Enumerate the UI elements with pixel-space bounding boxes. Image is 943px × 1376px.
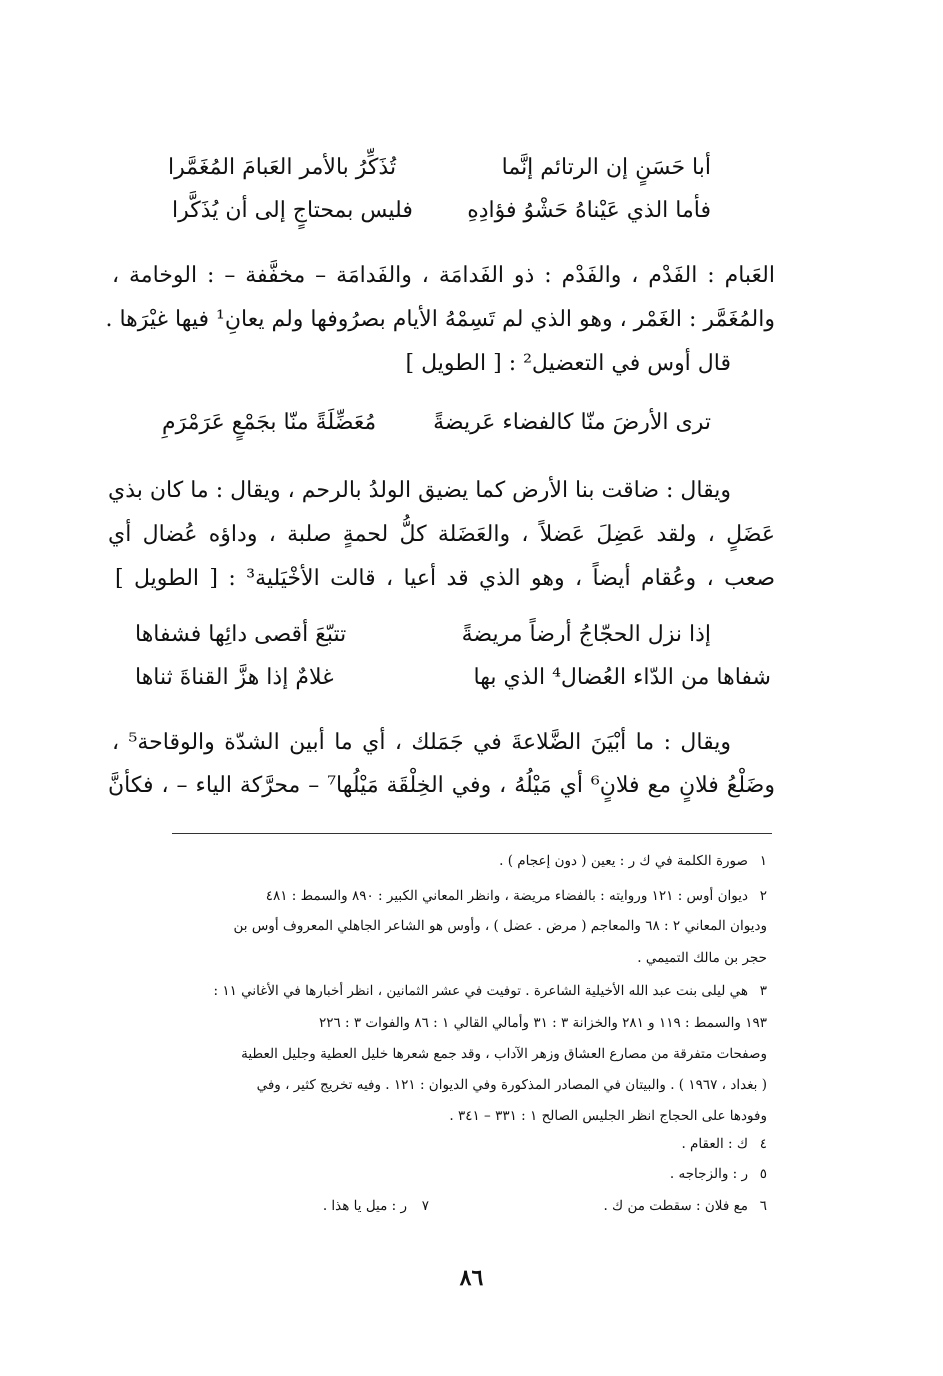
footnote-text: حجر بن مالك التميمي .	[637, 950, 767, 966]
verse-1-second-hemistich: تُذَكِّرُ بالأمر العَبامَ المُغَمَّرا	[168, 155, 397, 180]
footnote-text: مع فلان : سقطت من ك .	[603, 1198, 748, 1214]
footnote-number: ٣	[759, 983, 767, 999]
footnote-text: وصفحات متفرقة من مصارع العشاق وزهر الآداب ، وقد جمع شعرها خليل العطية وجليل العطية	[241, 1046, 767, 1062]
verse-3-first-hemistich: ترى الأرضَ منّا كالفضاء عَريضةً	[433, 410, 711, 435]
verse-3-second-hemistich: مُعَضِّلَةً منّا بجَمْعٍ عَرَمْرَمِ	[162, 410, 377, 435]
footnote-text: ديوان أوس : ١٢١ وروايته : بالفضاء مريضة ، وانظر المعاني الكبير : ٨٩٠ والسمط : ٤٨١	[265, 888, 748, 904]
verse-1-first-hemistich: أبا حَسَنٍ إن الرتائم إنَّما	[501, 155, 711, 180]
footnote-text: وفودها على الحجاج انظر الجليس الصالح ١ : ٣٣١ – ٣٤١ .	[449, 1108, 767, 1124]
page-number: ٨٦	[459, 1265, 484, 1291]
prose-line: والمُغَمَّر : الغَمْر ، وهو الذي لم تَسِمْهُ الأيام بصرُوفها ولم يعانِ¹ فيها غيْرَها .	[105, 307, 775, 332]
footnote-text: ر : ميل يا هذا .	[322, 1198, 407, 1214]
verse-4-second-hemistich: تتبّعَ أقصى دائِها فشفاها	[135, 622, 347, 647]
footnote-text: ك : العقام .	[681, 1136, 748, 1152]
footnote-separator	[172, 833, 772, 834]
footnote-text: هي ليلى بنت عبد الله الأخيلية الشاعرة . توفيت في عشر الثمانين ، انظر أخبارها في الأغاني ١١ :	[213, 983, 748, 999]
verse-2-first-hemistich: فأما الذي عَيْناهُ حَشْوُ فؤادِهِ	[467, 198, 711, 223]
footnote-text: وديوان المعاني ٢ : ٦٨ والمعاجم ( مرض . عضل ) ، وأوس هو الشاعر الجاهلي المعروف أوس بن	[233, 918, 767, 934]
footnote-number: ٢	[759, 888, 767, 904]
prose-line: وضَلْعُ فلانٍ مع فلانٍ⁶ أي مَيْلُهُ ، وفي الخِلْقَة مَيْلُها⁷ – محرَّكة الياء – ، فكأنَّ	[108, 773, 775, 798]
prose-line: قال أوس في التعضيل² : [ الطويل ]	[405, 351, 731, 376]
prose-line: صعب ، وعُقام أيضاً ، وهو الذي قد أعيا ، قالت الأخْيَلية³ : [ الطويل ]	[115, 566, 775, 591]
footnote-text: صورة الكلمة في ك ر : يعين ( دون إعجام ) .	[499, 853, 748, 869]
verse-5-second-hemistich: غلامٌ إذا هزَّ القناةَ ثناها	[135, 665, 334, 690]
footnote-text: ١٩٣ والسمط : ١١٩ و ٢٨١ والخزانة ٣ : ٣١ وأمالي القالي ١ : ٨٦ والفوات ٣ : ٢٢٦	[318, 1015, 767, 1031]
prose-line: العَبام : الفَدْم ، والفَدْم : ذو الفَدامَة ، والفَدامَة – مخفَّفة – : الوخامة ،	[112, 263, 775, 288]
footnote-number: ٧	[421, 1198, 429, 1214]
verse-4-first-hemistich: إذا نزل الحجّاجُ أرضاً مريضةً	[461, 622, 711, 647]
footnote-number: ٥	[759, 1166, 767, 1182]
prose-line: عَضَلٍ ، ولقد عَضِلَ عَضلاً ، والعَضَلة كلُّ لحمةٍ صلبة ، وداؤه عُضال أي	[108, 522, 775, 547]
verse-2-second-hemistich: فليس بمحتاجٍ إلى أن يُذَكَّرا	[172, 198, 413, 223]
verse-5-first-hemistich: شفاها من الدّاء العُضال⁴ الذي بها	[473, 665, 771, 690]
footnote-text: ر : والزجاجه .	[669, 1166, 748, 1182]
prose-line: ويقال : ما أبْيَنَ الضَّلاعةَ في جَمَلك ، أي ما أبين الشدّة والوقاحة⁵ ،	[112, 730, 731, 755]
footnote-number: ١	[759, 853, 767, 869]
prose-line: ويقال : ضاقت بنا الأرض كما يضيق الولدُ بالرحم ، ويقال : ما كان بذي	[108, 478, 731, 503]
footnote-number: ٦	[759, 1198, 767, 1214]
footnote-text: ( بغداد ، ١٩٦٧ ) . والبيتان في المصادر المذكورة وفي الديوان : ١٢١ . وفيه تخريج كثير ، وفي	[256, 1077, 767, 1093]
footnote-number: ٤	[759, 1136, 767, 1152]
